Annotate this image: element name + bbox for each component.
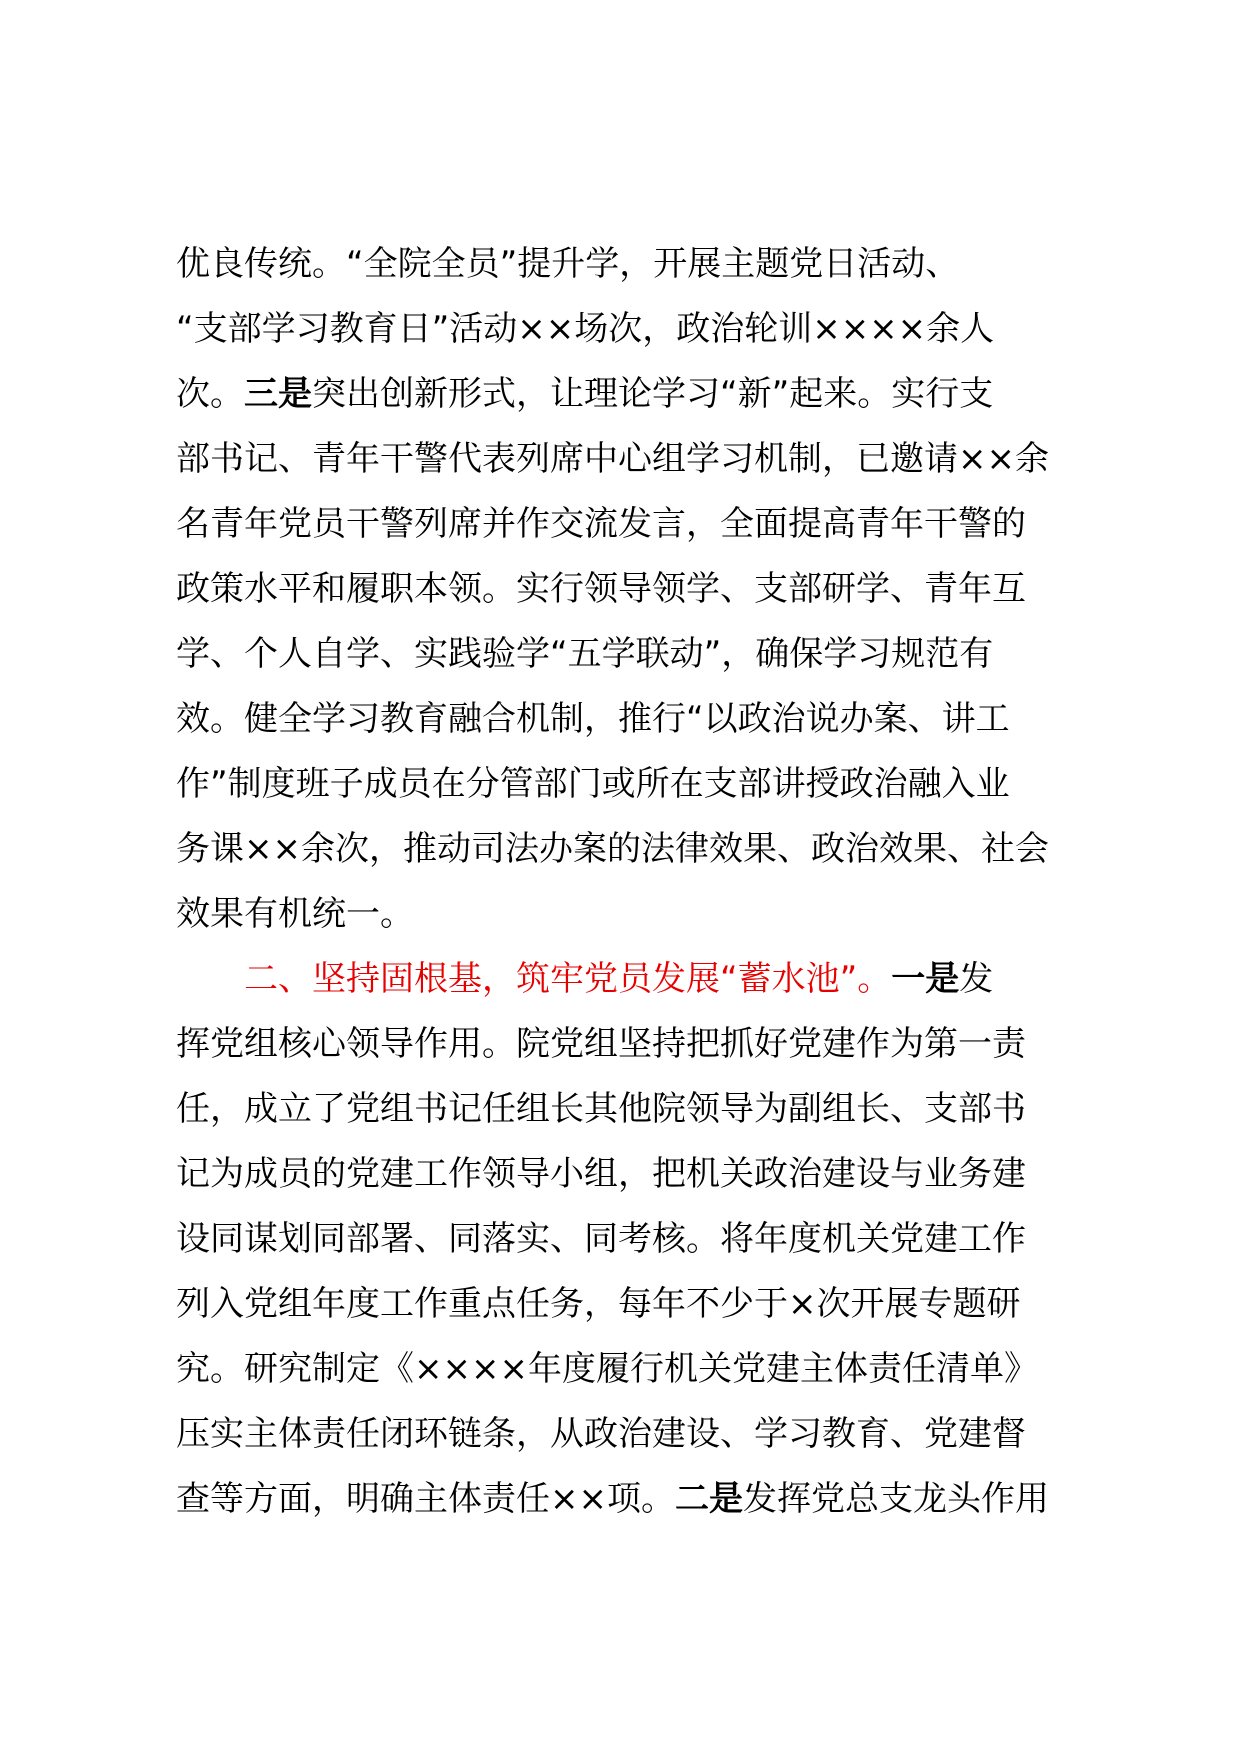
text-line <box>176 1337 1106 1402</box>
text-segment: 发 <box>959 959 994 999</box>
text-line <box>176 882 1106 947</box>
text-line <box>176 1142 1106 1207</box>
text-segment: 记为成员的党建工作领导小组，把机关政治建设与业务建 <box>176 1154 1026 1194</box>
text-segment: 作”制度班子成员在分管部门或所在支部讲授政治融入业 <box>176 764 1010 804</box>
text-line <box>176 492 1106 557</box>
text-segment: 列入党组年度工作重点任务，每年不少于×次开展专题研 <box>176 1284 1021 1324</box>
text-line <box>176 557 1106 622</box>
text-line <box>176 947 1106 1012</box>
text-segment: 效果有机统一。 <box>176 894 414 934</box>
text-segment: 名青年党员干警列席并作交流发言，全面提高青年干警的 <box>176 504 1026 544</box>
text-line <box>176 1207 1106 1272</box>
text-line <box>176 752 1106 817</box>
text-segment: 设同谋划同部署、同落实、同考核。将年度机关党建工作 <box>176 1219 1026 1259</box>
text-line <box>176 687 1106 752</box>
text-segment: 查等方面，明确主体责任××项。 <box>176 1479 675 1519</box>
text-segment: 部书记、青年干警代表列席中心组学习机制，已邀请××余 <box>176 439 1049 479</box>
text-line <box>176 817 1106 882</box>
text-line <box>176 232 1106 297</box>
text-line <box>176 622 1106 687</box>
text-segment: 突出创新形式，让理论学习“新”起来。实行支 <box>312 374 994 414</box>
text-segment: 效。健全学习教育融合机制，推行“以政治说办案、讲工 <box>176 699 1010 739</box>
text-line <box>176 1467 1106 1532</box>
text-segment: 挥党组核心领导作用。院党组坚持把抓好党建作为第一责 <box>176 1024 1026 1064</box>
text-line <box>176 362 1106 427</box>
section-heading: 二、坚持固根基，筑牢党员发展“蓄水池”。 <box>244 959 892 999</box>
text-line <box>176 1402 1106 1467</box>
bold-marker: 二是 <box>674 1479 743 1519</box>
text-line <box>176 297 1106 362</box>
text-line <box>176 1272 1106 1337</box>
text-line <box>176 1077 1106 1142</box>
text-segment: 发挥党总支龙头作用 <box>742 1479 1049 1519</box>
text-segment: 任，成立了党组书记任组长其他院领导为副组长、支部书 <box>176 1089 1026 1129</box>
text-line <box>176 1012 1106 1077</box>
bold-marker: 一是 <box>891 959 960 999</box>
bold-marker: 三是 <box>244 374 312 414</box>
text-segment: 究。研究制定《××××年度履行机关党建主体责任清单》 <box>176 1349 1038 1389</box>
document-body <box>176 232 1106 1532</box>
text-segment: 政策水平和履职本领。实行领导领学、支部研学、青年互 <box>176 569 1026 609</box>
text-segment: 学、个人自学、实践验学“五学联动”，确保学习规范有 <box>176 634 994 674</box>
text-segment: 压实主体责任闭环链条，从政治建设、学习教育、党建督 <box>176 1414 1026 1454</box>
text-segment: “支部学习教育日”活动××场次，政治轮训××××余人 <box>176 309 995 349</box>
text-segment: 优良传统。“全院全员”提升学，开展主题党日活动、 <box>176 244 960 284</box>
text-segment: 次。 <box>176 374 244 414</box>
text-segment: 务课××余次，推动司法办案的法律效果、政治效果、社会 <box>176 829 1049 869</box>
text-line <box>176 427 1106 492</box>
